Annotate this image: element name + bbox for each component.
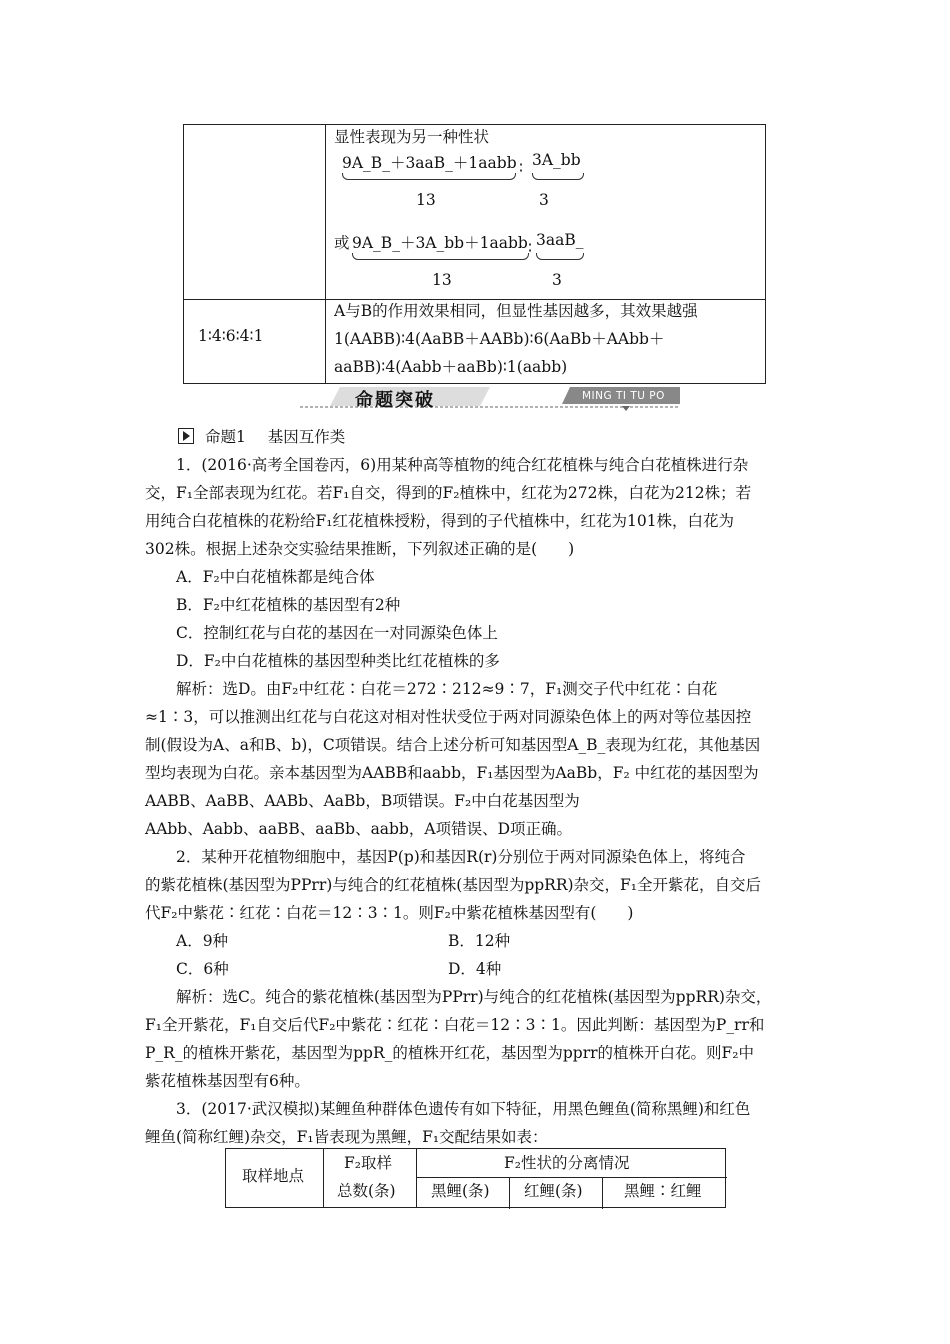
- table-divider: [509, 1177, 510, 1209]
- header-red-carp: 红鲤(条): [524, 1182, 583, 1200]
- row2-line: A与B的作用效果相同，但显性基因越多，其效果越强: [334, 302, 698, 320]
- section-label: 命题1: [204, 428, 246, 446]
- q1-analysis: AABB、AaBB、AABb、AaBb，B项错误。F₂中白花基因型为: [145, 792, 580, 810]
- formula2-prefix: 或: [334, 234, 350, 252]
- brace: [536, 253, 584, 260]
- q2-line: 代F₂中紫花∶红花∶白花＝12∶3∶1。则F₂中紫花植株基因型有( ): [145, 904, 634, 922]
- q1-analysis: 型均表现为白花。亲本基因型为AABB和aabb，F₁基因型为AaBb，F₂ 中红花的基因型为: [145, 764, 759, 782]
- formula2-left: 9A_B_＋3A_bb＋1aabb: [352, 234, 528, 252]
- carp-table: [225, 1148, 726, 1208]
- formula2-sep: ∶: [528, 239, 533, 257]
- q1-option-c: C．控制红花与白花的基因在一对同源染色体上: [176, 624, 498, 642]
- section-banner: [300, 384, 680, 412]
- q1-analysis: AAbb、Aabb、aaBB、aaBb、aabb，A项错误、D项正确。: [145, 820, 573, 838]
- row2-line: 1(AABB)∶4(AaBB＋AABb)∶6(AaBb＋AAbb＋: [334, 330, 665, 348]
- q1-option-d: D．F₂中白花植株的基因型种类比红花植株的多: [176, 652, 500, 670]
- q1-line: 302株。根据上述杂交实验结果推断，下列叙述正确的是( ): [145, 540, 575, 558]
- q1-analysis: 解析：选D。由F₂中红花∶白花＝272∶212≈9∶7，F₁测交子代中红花∶白花: [176, 680, 718, 698]
- q1-analysis: 制(假设为A、a和B、b)，C项错误。结合上述分析可知基因型A_B_表现为红花，其他基因: [145, 736, 761, 754]
- header-sampling-site: 取样地点: [242, 1167, 305, 1185]
- q1-option-b: B．F₂中红花植株的基因型有2种: [176, 596, 401, 614]
- formula1-sep: ∶: [519, 159, 524, 177]
- formula2-num-right: 3: [552, 271, 562, 289]
- q1-line: 1．(2016·高考全国卷丙，6)用某种高等植物的纯合红花植株与纯合白花植株进行杂: [176, 456, 749, 474]
- header-f2-total: 总数(条): [337, 1182, 396, 1200]
- q2-line: 2．某种开花植物细胞中，基因P(p)和基因R(r)分别位于两对同源染色体上，将纯合: [176, 848, 746, 866]
- q2-analysis: F₁全开紫花，F₁自交后代F₂中紫花∶红花∶白花＝12∶3∶1。因此判断：基因型为P_rr和: [145, 1016, 765, 1034]
- q2-analysis: P_R_的植株开紫花，基因型为ppR_的植株开红花，基因型为pprr的植株开白花。则F₂中: [145, 1044, 754, 1062]
- q2-line: 的紫花植株(基因型为PPrr)与纯合的红花植株(基因型为ppRR)杂交，F₁全开紫花，自交后: [145, 876, 762, 894]
- formula2-right: 3aaB_: [536, 231, 584, 249]
- q2-option-b: B．12种: [448, 932, 511, 950]
- play-icon: [178, 428, 194, 444]
- brace: [352, 253, 529, 260]
- brace: [342, 173, 516, 180]
- brace: [532, 173, 584, 180]
- q1-analysis: ≈1∶3，可以推测出红花与白花这对相对性状受位于两对同源染色体上的两对等位基因控: [145, 708, 752, 726]
- header-f2-sample: F₂取样: [344, 1154, 392, 1172]
- genetics-ratio-table: [183, 124, 766, 384]
- table-divider: [325, 125, 326, 383]
- q1-line: 用纯合白花植株的花粉给F₁红花植株授粉，得到的子代植株中，红花为101株，白花为: [145, 512, 735, 530]
- q3-line: 鲤鱼(简称红鲤)杂交，F₁皆表现为黑鲤，F₁交配结果如表：: [145, 1128, 548, 1146]
- header-ratio: 黑鲤∶红鲤: [624, 1182, 702, 1200]
- header-segregation: F₂性状的分离情况: [504, 1154, 630, 1172]
- formula1-right: 3A_bb: [532, 151, 581, 169]
- row2-line: aaBB)∶4(Aabb＋aaBb)∶1(aabb): [334, 358, 568, 376]
- banner-english: MING TI TU PO: [582, 390, 665, 402]
- header-black-carp: 黑鲤(条): [431, 1182, 490, 1200]
- formula1-num-right: 3: [539, 191, 549, 209]
- row2-ratio: 1∶4∶6∶4∶1: [198, 327, 264, 345]
- table-divider: [416, 1177, 727, 1178]
- q1-line: 交，F₁全部表现为红花。若F₁自交，得到的F₂植株中，红花为272株，白花为212株；若: [145, 484, 752, 502]
- table-divider: [602, 1177, 603, 1209]
- formula1-num-left: 13: [416, 191, 436, 209]
- banner-title: 命题突破: [355, 390, 435, 411]
- table-divider: [323, 1149, 324, 1207]
- q2-option-d: D．4种: [448, 960, 502, 978]
- formula2-num-left: 13: [432, 271, 452, 289]
- q2-analysis: 紫花植株基因型有6种。: [145, 1072, 310, 1090]
- q2-option-a: A．9种: [176, 932, 229, 950]
- table-divider: [416, 1149, 417, 1207]
- q2-analysis: 解析：选C。纯合的紫花植株(基因型为PPrr)与纯合的红花植株(基因型为ppRR)杂交，: [176, 988, 772, 1006]
- section-heading: [178, 425, 345, 447]
- q1-option-a: A．F₂中白花植株都是纯合体: [176, 568, 375, 586]
- q3-line: 3．(2017·武汉模拟)某鲤鱼种群体色遗传有如下特征，用黑色鲤鱼(简称黑鲤)和红色: [176, 1100, 751, 1118]
- q2-option-c: C．6种: [176, 960, 229, 978]
- row1-description: 显性表现为另一种性状: [334, 128, 490, 146]
- formula1-left: 9A_B_＋3aaB_＋1aabb: [342, 154, 517, 172]
- section-title: 基因互作类: [267, 428, 346, 446]
